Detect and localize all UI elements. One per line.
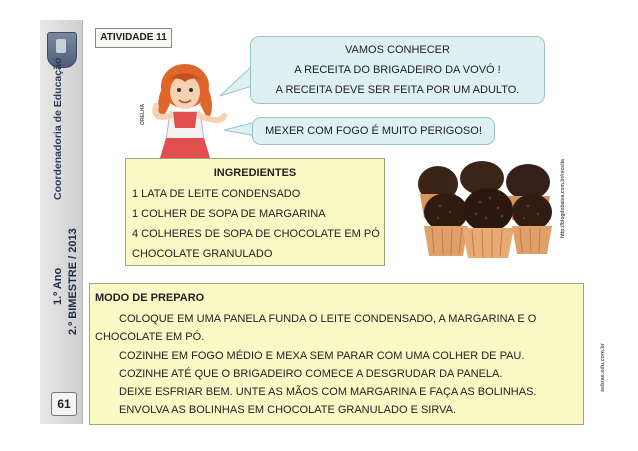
term-label: 2.º BIMESTRE / 2013	[67, 228, 79, 335]
activity-label: ATIVIDADE 11	[95, 28, 172, 48]
site-credit: sebrae.edu.com.br	[600, 343, 606, 392]
brigadeiro-photo	[416, 160, 556, 260]
girl-illustration	[140, 58, 230, 162]
preparation-line: COZINHE EM FOGO MÉDIO E MEXA SEM PARAR COM UMA COLHER DE PAU.	[119, 350, 525, 362]
preparation-line: DEIXE ESFRIAR BEM. UNTE AS MÃOS COM MARGARINA E FAÇA AS BOLINHAS.	[119, 386, 537, 398]
ingredient-item: CHOCOLATE GRANULADO	[132, 248, 273, 260]
page-number: 61	[51, 392, 77, 416]
org-name: Coordenadoria de Educação	[52, 57, 64, 200]
intro-line-1: VAMOS CONHECER	[345, 44, 450, 56]
preparation-line: ENVOLVA AS BOLINHAS EM CHOCOLATE GRANULADO E SIRVA.	[119, 404, 457, 416]
ingredient-item: 1 LATA DE LEITE CONDENSADO	[132, 188, 301, 200]
warning-text: MEXER COM FOGO É MUITO PERIGOSO!	[265, 125, 482, 137]
warning-speech-bubble	[252, 117, 495, 145]
photo-credit: http://blogdobaixa.com.br/receita	[560, 159, 566, 238]
ingredients-title: INGREDIENTES	[213, 167, 297, 179]
preparation-line: COLOQUE EM UMA PANELA FUNDA O LEITE CONDENSADO, A MARGARINA E O	[119, 313, 537, 325]
ingredient-item: 1 COLHER DE SOPA DE MARGARINA	[132, 208, 326, 220]
intro-line-2: A RECEITA DO BRIGADEIRO DA VOVÓ !	[294, 64, 501, 76]
illustration-credit: ORELHA	[140, 103, 146, 125]
ingredient-item: 4 COLHERES DE SOPA DE CHOCOLATE EM PÓ	[132, 228, 380, 240]
intro-speech-bubble	[250, 36, 545, 104]
preparation-line: CHOCOLATE EM PÓ.	[95, 331, 205, 343]
preparation-line: COZINHE ATÉ QUE O BRIGADEIRO COMECE A DESGRUDAR DA PANELA.	[119, 368, 503, 380]
intro-line-3: A RECEITA DEVE SER FEITA POR UM ADULTO.	[275, 84, 520, 96]
preparation-box	[89, 283, 584, 425]
ingredients-box	[125, 158, 385, 266]
grade-label: 1.º Ano	[52, 267, 64, 305]
preparation-title: MODO DE PREPARO	[95, 292, 205, 304]
